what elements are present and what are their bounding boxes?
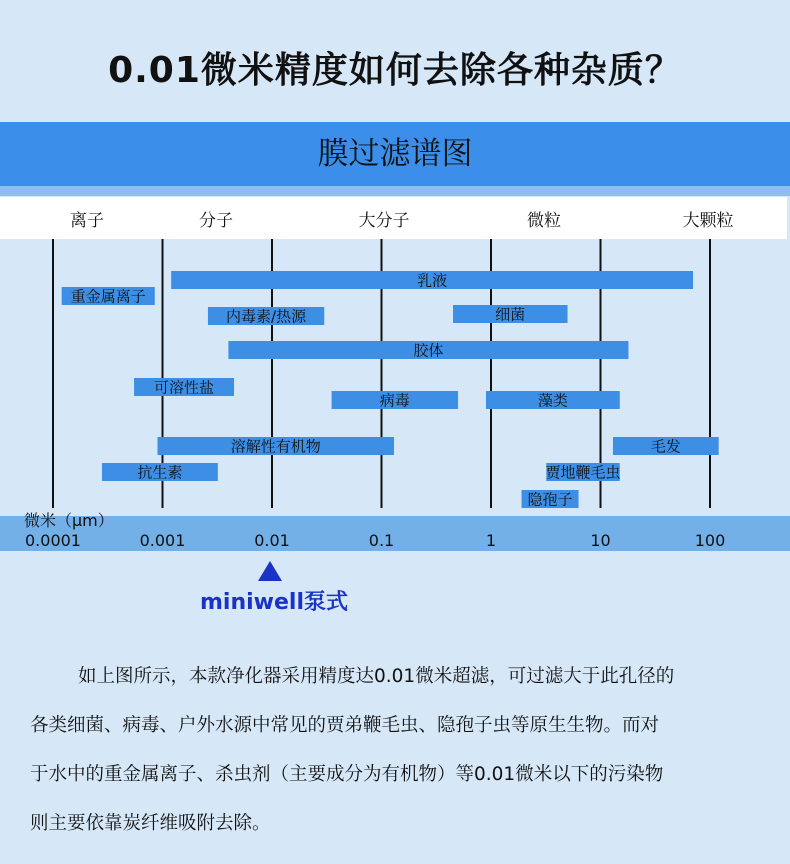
x-tick-label: 0.001 [139,531,186,550]
paragraph-line: 各类细菌、病毒、户外水源中常见的贾弟鞭毛虫、隐孢子虫等原生生物。而对 [30,715,660,736]
paragraph-line: 于水中的重金属离子、杀虫剂（主要成分为有机物）等0.01微米以下的污染物 [30,764,664,785]
range-bar-label: 藻类 [537,391,568,410]
range-bar-label: 抗生素 [137,463,183,482]
size-category-label: 大颗粒 [682,211,734,231]
pointer-triangle-icon [258,561,282,581]
size-category-label: 分子 [199,211,233,231]
paragraph-line: 如上图所示，本款净化器采用精度达0.01微米超滤，可过滤大于此孔径的 [78,666,675,687]
page-headline: 0.01微米精度如何去除各种杂质？ [108,50,682,91]
x-tick-label: 0.01 [254,531,290,550]
range-bar-label: 乳液 [417,271,448,290]
x-axis-title: 微米（μm） [24,511,114,530]
x-tick-label: 10 [590,531,611,550]
range-bar-label: 胶体 [413,341,444,360]
x-tick-label: 0.0001 [25,531,81,550]
range-bar-label: 病毒 [379,391,410,410]
size-category-label: 大分子 [358,211,410,231]
range-bar-label: 重金属离子 [70,287,146,306]
x-tick-label: 0.1 [368,531,395,550]
range-bar-label: 可溶性盐 [154,378,215,397]
x-tick-label: 100 [694,531,726,550]
miniwell-marker-label: miniwell泵式 [200,590,348,615]
range-bar-label: 细菌 [495,305,526,324]
range-bar-label: 内毒素/热源 [226,307,307,326]
x-tick-label: 1 [485,531,497,550]
range-bar-label: 毛发 [650,437,681,456]
range-bar-label: 贾地鞭毛虫 [545,463,621,482]
x-axis-band [0,516,790,551]
size-category-label: 微粒 [527,211,561,231]
description-paragraph [30,652,760,848]
range-bar-label: 隐孢子 [527,490,573,509]
range-bar-label: 溶解性有机物 [230,437,321,456]
paragraph-line: 则主要依靠炭纤维吸附去除。 [30,813,271,834]
chart-title-banner: 膜过滤谱图 [0,122,790,186]
size-category-label: 离子 [70,211,104,231]
